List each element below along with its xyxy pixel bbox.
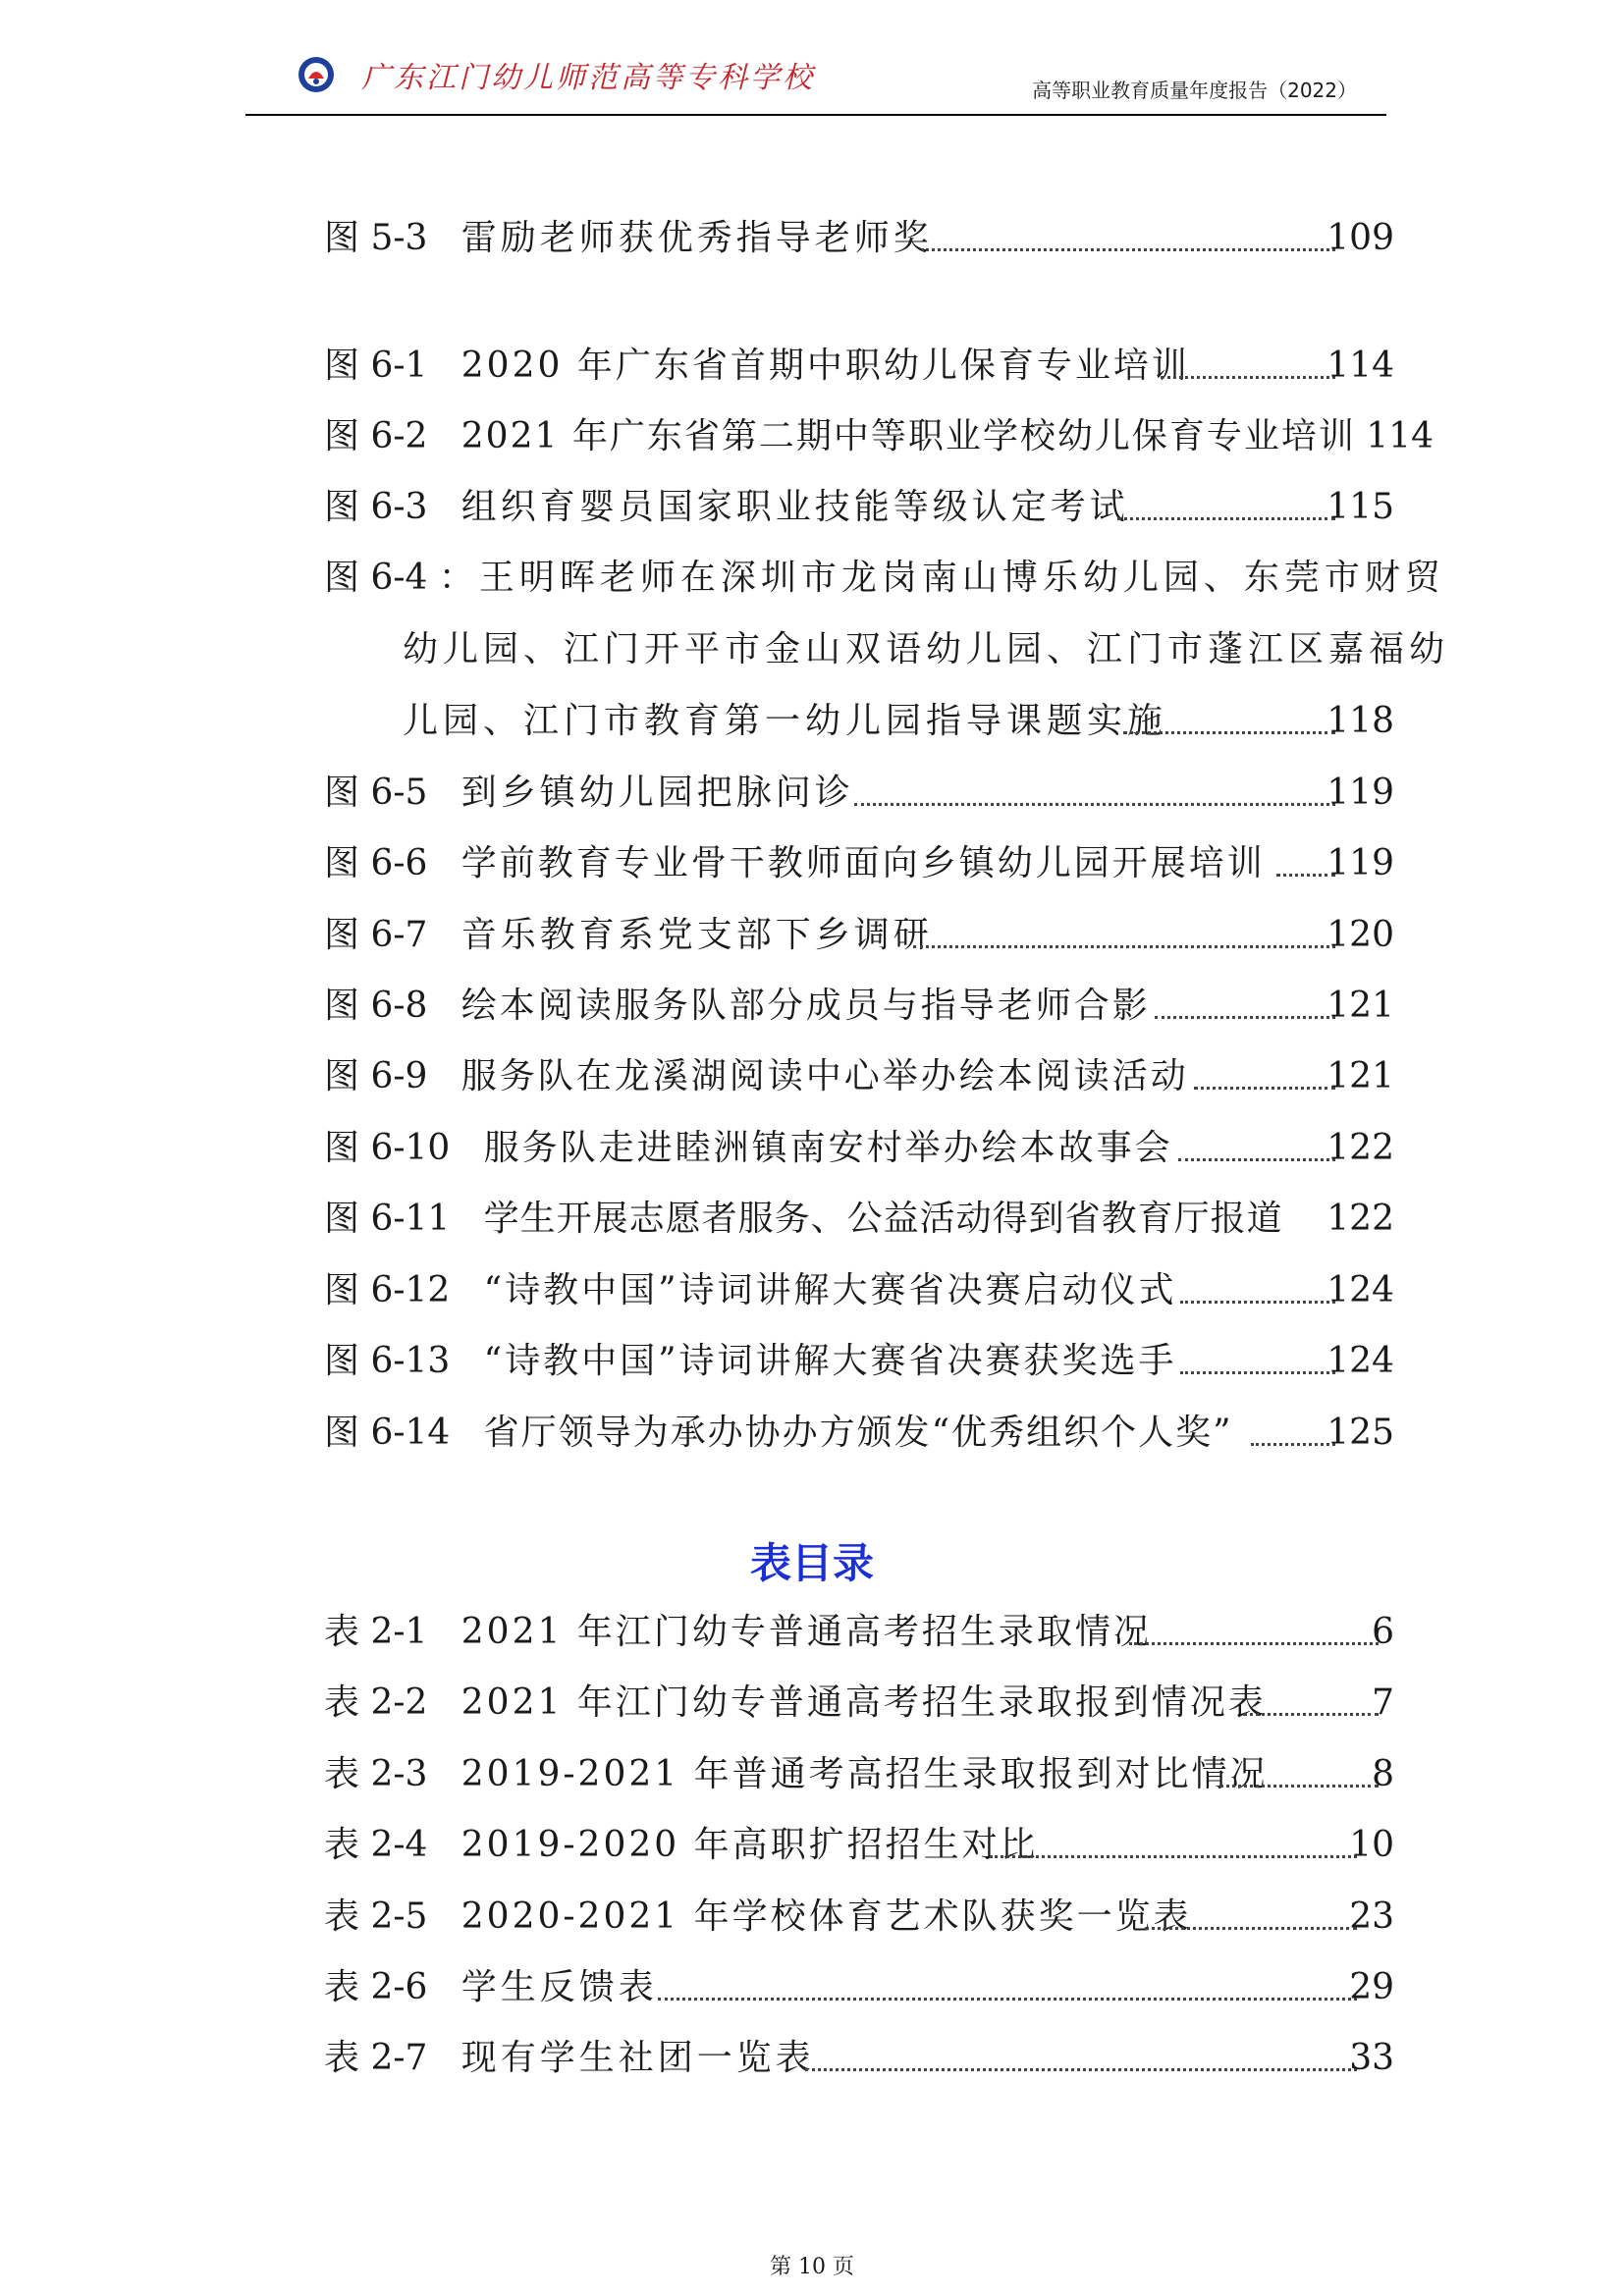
table-list-heading: 表目录 <box>749 1539 874 1587</box>
list-item[interactable]: 图 6-4 ：王明晖老师在深圳市龙岗南山博乐幼儿园、东莞市财贸 <box>324 558 1445 598</box>
list-item[interactable]: 图 5-3 雷励老师获优秀指导老师奖 109 <box>324 218 1394 258</box>
list-item[interactable]: 图 6-5 到乡镇幼儿园把脉问诊 119 <box>324 773 1394 813</box>
list-item[interactable]: 图 6-6 学前教育专业骨干教师面向乡镇幼儿园开展培训 119 <box>324 843 1394 883</box>
list-item[interactable]: 图 6-10 服务队走进睦洲镇南安村举办绘本故事会 122 <box>324 1128 1394 1168</box>
list-item[interactable]: 图 6-2 2021 年广东省第二期中等职业学校幼儿保育专业培训 114 <box>324 416 1434 456</box>
list-item[interactable]: 图 6-14 省厅领导为承办协办方颁发“优秀组织个人奖” 125 <box>324 1413 1394 1453</box>
school-logo-icon <box>297 55 336 94</box>
list-item-continuation: 幼儿园、江门开平市金山双语幼儿园、江门市蓬江区嘉福幼 <box>403 629 1450 669</box>
header-divider <box>245 114 1386 116</box>
list-item[interactable]: 图 6-11 学生开展志愿者服务、公益活动得到省教育厅报道 122 <box>324 1199 1394 1239</box>
list-item[interactable]: 图 6-8 绘本阅读服务队部分成员与指导老师合影 121 <box>324 986 1394 1026</box>
page-number: 第 10 页 <box>770 2255 854 2279</box>
page-header <box>245 39 1386 118</box>
list-item[interactable]: 表 2-4 2019-2020 年高职扩招招生对比 10 <box>324 1825 1394 1865</box>
list-item[interactable]: 表 2-6 学生反馈表 29 <box>324 1967 1394 2007</box>
list-item[interactable]: 图 6-9 服务队在龙溪湖阅读中心举办绘本阅读活动 121 <box>324 1056 1394 1096</box>
list-item[interactable]: 图 6-3 组织育婴员国家职业技能等级认定考试 115 <box>324 487 1394 527</box>
list-item[interactable]: 表 2-2 2021 年江门幼专普通高考招生录取报到情况表 7 <box>324 1682 1394 1723</box>
list-item[interactable]: 表 2-1 2021 年江门幼专普通高考招生录取情况 6 <box>324 1612 1394 1652</box>
list-item[interactable]: 表 2-5 2020-2021 年学校体育艺术队获奖一览表 23 <box>324 1896 1394 1937</box>
list-item[interactable]: 图 6-1 2020 年广东省首期中职幼儿保育专业培训 114 <box>324 346 1394 386</box>
school-name: 广东江门幼儿师范高等专科学校 <box>361 61 815 95</box>
list-item[interactable]: 图 6-13 “诗教中国”诗词讲解大赛省决赛获奖选手 124 <box>324 1341 1394 1381</box>
list-item[interactable]: 图 6-7 音乐教育系党支部下乡调研 120 <box>324 915 1394 955</box>
report-title: 高等职业教育质量年度报告（2022） <box>1032 79 1357 102</box>
list-item[interactable]: 图 6-12 “诗教中国”诗词讲解大赛省决赛启动仪式 124 <box>324 1270 1394 1310</box>
list-item[interactable]: 表 2-3 2019-2021 年普通考高招生录取报到对比情况 8 <box>324 1754 1394 1794</box>
list-item[interactable]: 表 2-7 现有学生社团一览表 33 <box>324 2038 1394 2078</box>
list-item-continuation: 儿园、江门市教育第一幼儿园指导课题实施 118 <box>403 701 1394 741</box>
